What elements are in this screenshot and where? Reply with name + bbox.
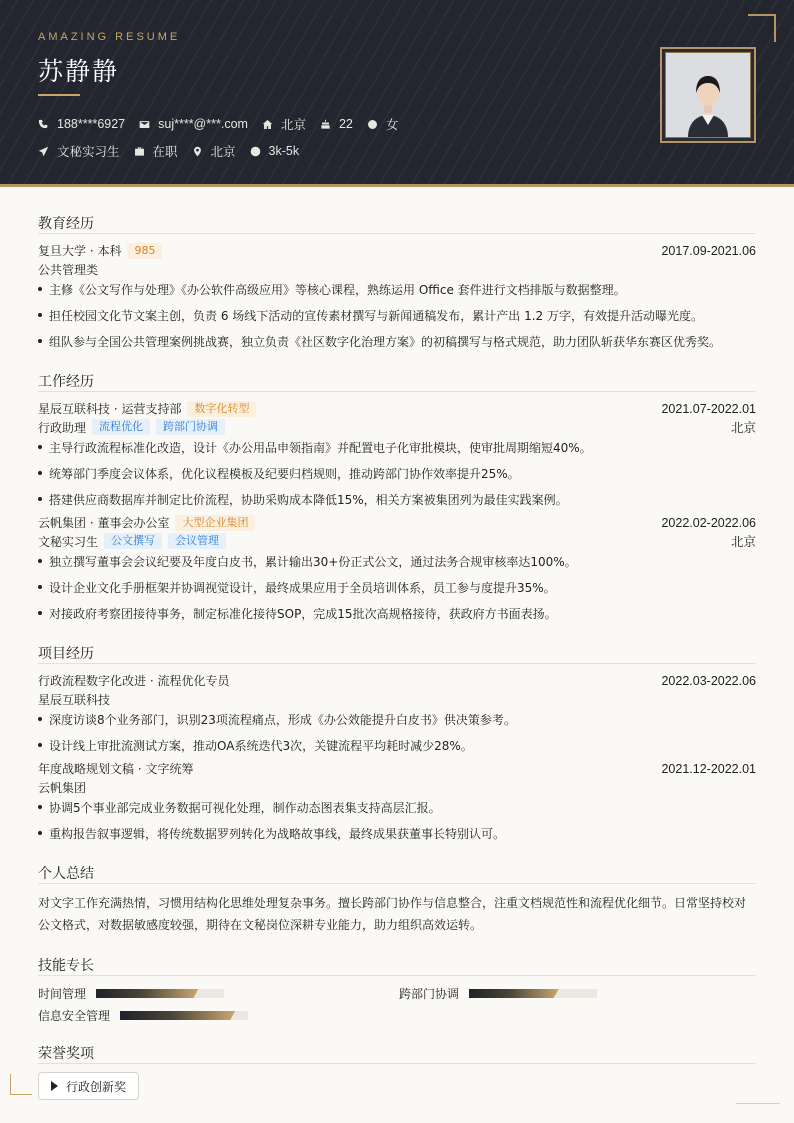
contact-email [139,117,248,131]
skill-bar [469,989,597,998]
summary-text: 对文字工作充满热情，习惯用结构化思维处理复杂事务。擅长跨部门协作与信息整合，注重文档规范性和流程优化细节。日常坚持校对公文格式，对数据敏感度较强，期待在文秘岗位深耕专业能力，助力组织高效运转。 [38,896,747,932]
education-bullet: 主修《公文写作与处理》《办公软件高级应用》等核心课程，熟练运用 Office 套件进行文档排版与数据整理。 [38,281,756,298]
education-bullet: 组队参与全国公共管理案例挑战赛，独立负责《社区数字化治理方案》的初稿撰写与格式规范，助力团队斩获华东赛区优秀奖。 [38,333,756,350]
intent-position-text: 文秘实习生 [57,145,120,159]
skill-item [38,985,224,1002]
job-header [38,514,756,531]
footer-line-decoration [736,1103,780,1104]
project-header [38,672,756,689]
job-bullet: 对接政府考察团接待事务，制定标准化接待SOP，完成15批次高规格接待，获政府方书面表扬。 [38,605,756,622]
project-bullet: 重构报告叙事逻辑，将传统数据罗列转化为战略故事线，最终成果获董事长特别认可。 [38,825,756,842]
education-school: 复旦大学 · 本科 [38,244,122,258]
section-divider [38,663,756,664]
skill-name: 时间管理 [38,987,87,1001]
skill-bar-fill [120,1011,235,1020]
contact-city-text: 北京 [280,118,306,132]
job-company: 云帆集团 · 董事会办公室 [38,516,170,530]
cake-icon [320,119,331,130]
contact-city [262,115,306,133]
skill-tag: 跨部门协调 [156,419,225,435]
section-divider [38,883,756,884]
project-bullet: 设计线上审批流测试方案，推动OA系统迭代3次，关键流程平均耗时减少28%。 [38,737,756,754]
company-badge: 大型企业集团 [175,515,255,531]
intent-status-text: 在职 [152,145,178,159]
section-divider [38,391,756,392]
contact-row [38,115,412,133]
section-divider [38,1063,756,1064]
work-title: 工作经历 [38,374,94,390]
contact-age [320,117,353,131]
section-divider [38,233,756,234]
intent-status [134,142,178,160]
skill-bar-fill [96,989,198,998]
job-role-row [38,418,756,436]
phone-icon [38,119,49,130]
skill-name: 信息安全管理 [38,1009,111,1023]
intent-city [192,142,236,160]
job-date: 2022.02-2022.06 [661,515,756,530]
project-org: 云帆集团 [38,781,87,795]
location-pin-icon [192,146,203,157]
resume-header [0,0,794,184]
honor-item [38,1072,139,1100]
honors-title: 荣誉奖项 [38,1046,94,1062]
job-bullet: 独立撰写董事会会议纪要及年度白皮书，累计输出30+份正式公文，通过法务合规审核率达100%。 [38,553,756,570]
header-tagline: AMAZING RESUME [38,31,181,43]
honor-label: 行政创新奖 [66,1079,127,1094]
gender-icon [367,119,378,130]
education-bullet: 担任校园文化节文案主创，负责 6 场线下活动的宣传素材撰写与新闻通稿发布，累计产出 1.2 万字，有效提升活动曝光度。 [38,307,756,324]
profile-photo [665,52,751,138]
home-icon [262,119,273,130]
job-company: 星辰互联科技 · 运营支持部 [38,402,182,416]
skill-tag: 流程优化 [92,419,150,435]
contact-phone-text: 188****6927 [57,117,126,131]
header-divider [0,184,794,187]
education-date: 2017.09-2021.06 [661,243,756,258]
project-date: 2021.12-2022.01 [661,761,756,776]
job-bullet: 主导行政流程标准化改造，设计《办公用品申领指南》并配置电子化审批模块，使审批周期缩短40%。 [38,439,756,456]
project-org: 星辰互联科技 [38,693,111,707]
intent-city-text: 北京 [210,145,236,159]
education-major: 公共管理类 [38,263,99,277]
skill-bar-fill [469,989,559,998]
money-icon [250,146,261,157]
job-intent-row [38,142,313,160]
company-badge: 数字化转型 [187,401,256,417]
intent-salary [250,144,300,158]
candidate-name: 苏静静 [38,57,120,86]
job-city: 北京 [730,535,756,549]
skill-item [38,1007,248,1024]
job-bullet: 搭建供应商数据库并制定比价流程，协助采购成本降低15%，相关方案被集团列为最佳实践案例。 [38,491,756,508]
contact-age-text: 22 [338,117,353,131]
name-underline [38,94,80,96]
project-header [38,760,756,777]
job-role-row [38,532,756,550]
profile-photo-frame [660,47,756,143]
project-name: 年度战略规划文稿 · 文字统筹 [38,762,194,776]
project-name: 行政流程数字化改进 · 流程优化专员 [38,674,230,688]
portrait-image [666,53,750,137]
job-city: 北京 [730,421,756,435]
skills-title: 技能专长 [38,958,94,974]
corner-decoration [748,14,776,42]
education-title: 教育经历 [38,216,94,232]
projects-title: 项目经历 [38,646,94,662]
job-bullet: 统筹部门季度会议体系，优化议程模板及纪要归档规则，推动跨部门协作效率提升25%。 [38,465,756,482]
project-date: 2022.03-2022.06 [661,673,756,688]
summary-title: 个人总结 [38,866,94,882]
skill-name: 跨部门协调 [399,987,460,1001]
skill-item [399,985,597,1002]
job-role: 行政助理 [38,420,87,435]
contact-email-text: suj****@***.com [158,117,248,131]
job-bullet: 设计企业文化手册框架并协调视觉设计，最终成果应用于全员培训体系，员工参与度提升35%。 [38,579,756,596]
job-role: 文秘实习生 [38,534,99,549]
education-header [38,242,756,259]
contact-phone [38,117,125,131]
briefcase-icon [134,146,145,157]
skill-tag: 会议管理 [168,533,226,549]
skill-bar [96,989,224,998]
project-bullet: 深度访谈8个业务部门，识别23项流程痛点，形成《办公效能提升白皮书》供决策参考。 [38,711,756,728]
education-badge: 985 [127,243,162,259]
job-header [38,400,756,417]
play-triangle-icon [51,1081,58,1091]
skill-bar [120,1011,248,1020]
intent-salary-text: 3k-5k [268,144,300,158]
job-date: 2021.07-2022.01 [661,401,756,416]
project-bullet: 协调5个事业部完成业务数据可视化处理，制作动态图表集支持高层汇报。 [38,799,756,816]
send-icon [38,146,49,157]
contact-gender-text: 女 [385,118,399,132]
intent-position [38,142,120,160]
section-divider [38,975,756,976]
contact-gender [367,115,399,133]
skill-tag: 公文撰写 [104,533,162,549]
corner-decoration [10,1074,32,1095]
mail-icon [139,119,150,130]
